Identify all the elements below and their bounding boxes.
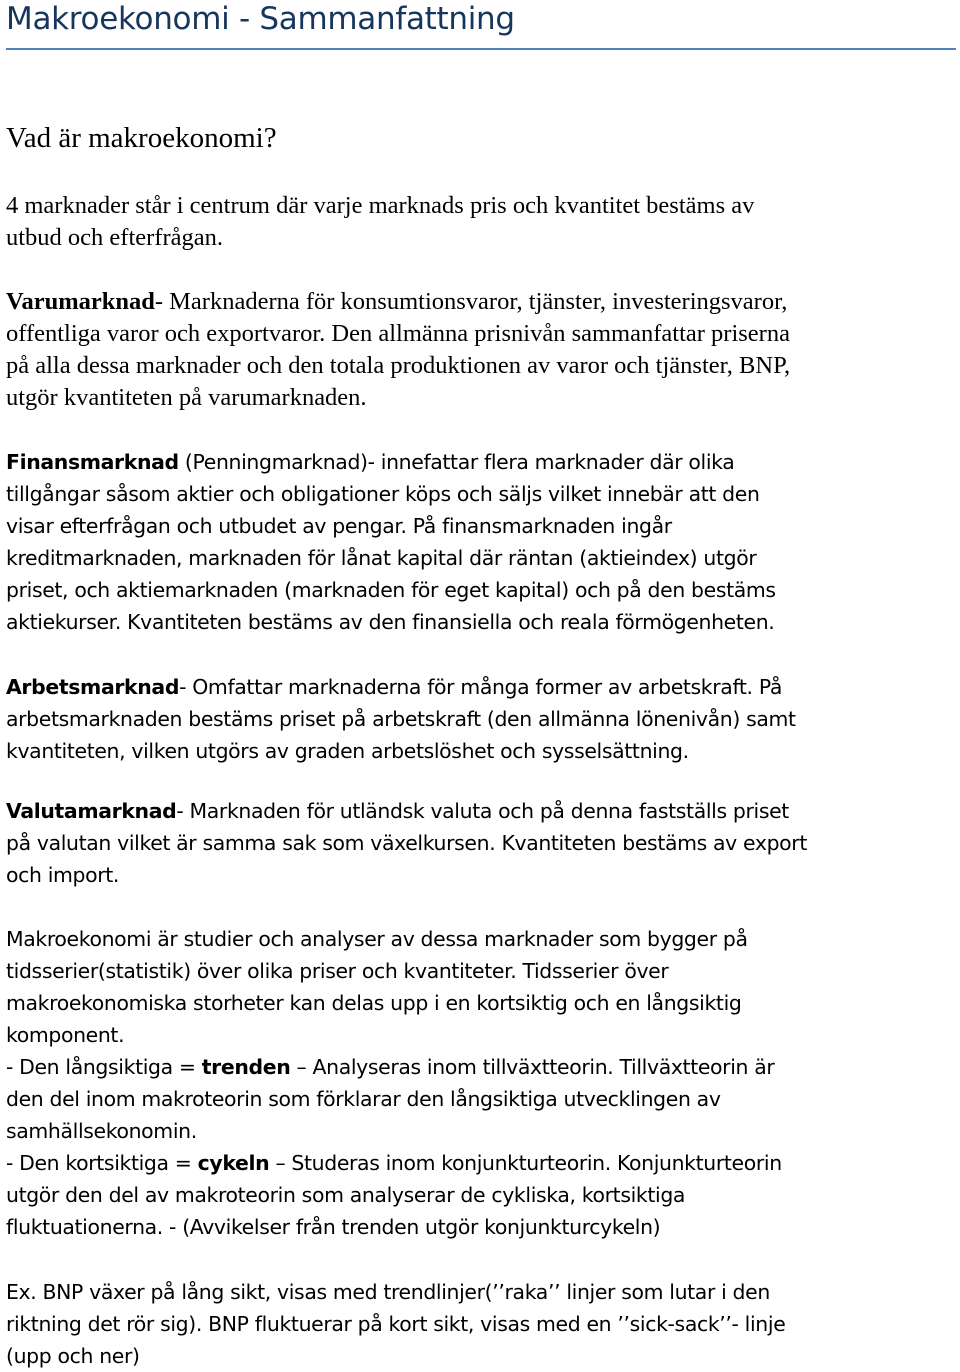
term-label: Varumarknad bbox=[6, 288, 155, 315]
paragraph-line: offentliga varor och exportvaror. Den allmänna prisnivån sammanfattar priserna bbox=[6, 320, 790, 347]
paragraph-line: kreditmarknaden, marknaden för lånat kapital där räntan (aktieindex) utgör bbox=[6, 546, 757, 570]
cycle-term: cykeln bbox=[197, 1151, 270, 1175]
trend-term: trenden bbox=[201, 1055, 291, 1079]
term-description: (Penningmarknad)- innefattar flera marknader där olika bbox=[178, 450, 735, 474]
arbetsmarknad-paragraph bbox=[6, 671, 960, 767]
term-description: - Omfattar marknaderna för många former av arbetskraft. På bbox=[179, 675, 782, 699]
cycle-line bbox=[6, 1147, 960, 1179]
paragraph-line: (upp och ner) bbox=[6, 1344, 140, 1368]
valutamarknad-paragraph bbox=[6, 795, 960, 891]
paragraph-line: visar efterfrågan och utbudet av pengar. På finansmarknaden ingår bbox=[6, 514, 672, 538]
paragraph-line: komponent. bbox=[6, 1023, 125, 1047]
paragraph-line: Makroekonomi är studier och analyser av dessa marknader som bygger på bbox=[6, 927, 748, 951]
paragraph-line: tillgångar såsom aktier och obligationer köps och säljs vilket innebär att den bbox=[6, 482, 760, 506]
cycle-prefix: - Den kortsiktiga = bbox=[6, 1151, 198, 1175]
paragraph-line: utbud och efterfrågan. bbox=[6, 224, 223, 251]
paragraph-line: aktiekurser. Kvantiteten bestäms av den finansiella och reala förmögenheten. bbox=[6, 610, 775, 634]
paragraph-line bbox=[6, 446, 960, 478]
intro-paragraph bbox=[6, 190, 960, 254]
title-underline bbox=[6, 48, 956, 50]
page-title: Makroekonomi - Sammanfattning bbox=[6, 1, 515, 37]
trend-description: – Analyseras inom tillväxtteorin. Tillväxtteorin är bbox=[290, 1055, 775, 1079]
paragraph-line: fluktuationerna. - (Avvikelser från trenden utgör konjunkturcykeln) bbox=[6, 1215, 661, 1239]
section-heading: Vad är makroekonomi? bbox=[6, 122, 277, 154]
trend-line bbox=[6, 1051, 960, 1083]
paragraph-line bbox=[6, 671, 960, 703]
paragraph-line: tidsserier(statistik) över olika priser och kvantiteter. Tidsserier över bbox=[6, 959, 669, 983]
paragraph-line: Ex. BNP växer på lång sikt, visas med trendlinjer(’’raka’’ linjer som lutar i den bbox=[6, 1280, 770, 1304]
term-label: Valutamarknad bbox=[6, 799, 177, 823]
paragraph-line: utgör kvantiteten på varumarknaden. bbox=[6, 384, 367, 411]
paragraph-line: på alla dessa marknader och den totala produktionen av varor och tjänster, BNP, bbox=[6, 352, 791, 379]
paragraph-line: på valutan vilket är samma sak som växelkursen. Kvantiteten bestäms av export bbox=[6, 831, 807, 855]
paragraph-line: makroekonomiska storheter kan delas upp i en kortsiktig och en långsiktig bbox=[6, 991, 742, 1015]
example-paragraph bbox=[6, 1276, 960, 1372]
paragraph-line: riktning det rör sig). BNP fluktuerar på kort sikt, visas med en ’’sick-sack’’- linje bbox=[6, 1312, 786, 1336]
makroekonomi-paragraph bbox=[6, 923, 960, 1243]
paragraph-line: utgör den del av makroteorin som analyserar de cykliska, kortsiktiga bbox=[6, 1183, 686, 1207]
term-label: Finansmarknad bbox=[6, 450, 179, 474]
paragraph-line: samhällsekonomin. bbox=[6, 1119, 197, 1143]
paragraph-line: den del inom makroteorin som förklarar den långsiktiga utvecklingen av bbox=[6, 1087, 721, 1111]
term-description: - Marknaden för utländsk valuta och på denna fastställs priset bbox=[176, 799, 789, 823]
cycle-description: – Studeras inom konjunkturteorin. Konjunkturteorin bbox=[269, 1151, 782, 1175]
term-description: - Marknaderna för konsumtionsvaror, tjänster, investeringsvaror, bbox=[154, 288, 788, 315]
paragraph-line: arbetsmarknaden bestäms priset på arbetskraft (den allmänna lönenivån) samt bbox=[6, 707, 796, 731]
paragraph-line: och import. bbox=[6, 863, 120, 887]
term-label: Arbetsmarknad bbox=[6, 675, 180, 699]
finansmarknad-paragraph bbox=[6, 446, 960, 638]
varumarknad-paragraph bbox=[6, 286, 960, 414]
paragraph-line: kvantiteten, vilken utgörs av graden arbetslöshet och sysselsättning. bbox=[6, 739, 689, 763]
paragraph-line: 4 marknader står i centrum där varje marknads pris och kvantitet bestäms av bbox=[6, 192, 755, 219]
paragraph-line bbox=[6, 795, 960, 827]
trend-prefix: - Den långsiktiga = bbox=[6, 1055, 202, 1079]
paragraph-line: priset, och aktiemarknaden (marknaden för eget kapital) och på den bestäms bbox=[6, 578, 776, 602]
paragraph-line bbox=[6, 286, 960, 318]
